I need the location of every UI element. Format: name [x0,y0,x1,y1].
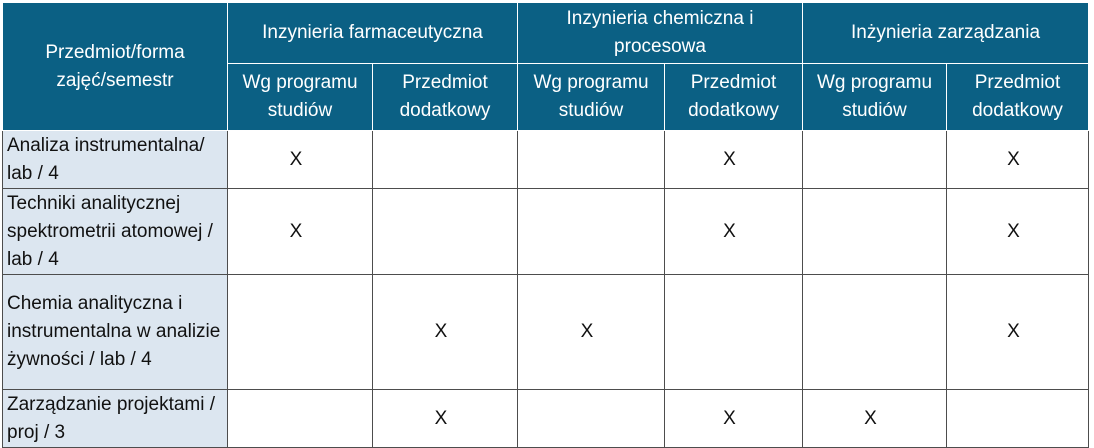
mark-cell [373,275,518,390]
header-program-pharmaceutical: Inzynieria farmaceutyczna [228,3,518,64]
mark-cell [228,189,373,275]
header-additional: Przedmiot dodatkowy [947,64,1089,131]
mark-x: X [580,321,594,342]
mark-cell [803,275,947,390]
mark-cell [947,131,1089,189]
mark-cell [373,189,518,275]
mark-cell [228,275,373,390]
header-row-programs [3,3,1089,64]
subject-cell: Analiza instrumentalna/ lab / 4 [3,131,228,189]
mark-x: X [434,407,448,429]
course-table [2,2,1089,448]
mark-cell [947,189,1089,275]
mark-cell [518,390,665,448]
mark-x: X [1007,220,1020,242]
table-row [3,390,1089,448]
table-row [3,189,1089,275]
mark-x: X [723,407,736,429]
header-additional: Przedmiot dodatkowy [665,64,803,131]
mark-x: X [289,148,303,170]
mark-cell [518,275,665,390]
mark-x: X [1007,321,1020,342]
header-subject-column: Przedmiot/forma zajęć/semestr [3,3,228,131]
mark-cell [947,390,1089,448]
subject-cell: Techniki analitycznej spektrometrii atomowej / lab / 4 [3,189,228,275]
subject-cell: Zarządzanie projektami / proj / 3 [3,390,228,448]
header-curriculum: Wg programu studiów [228,64,373,131]
mark-cell [373,131,518,189]
header-curriculum: Wg programu studiów [518,64,665,131]
mark-x: X [723,220,736,242]
header-curriculum: Wg programu studiów [803,64,947,131]
mark-cell [665,131,803,189]
mark-cell [228,131,373,189]
mark-cell [947,275,1089,390]
mark-cell [518,189,665,275]
mark-x: X [864,407,877,429]
subject-cell: Chemia analityczna i instrumentalna w analizie żywności / lab / 4 [3,275,228,390]
mark-cell [228,390,373,448]
mark-x: X [434,321,448,342]
mark-cell [665,189,803,275]
mark-x: X [723,148,736,170]
mark-x: X [1007,148,1020,170]
mark-cell [803,189,947,275]
header-program-management: Inżynieria zarządzania [803,3,1089,64]
header-additional: Przedmiot dodatkowy [373,64,518,131]
mark-cell [803,390,947,448]
mark-cell [518,131,665,189]
mark-cell [803,131,947,189]
mark-x: X [289,220,303,242]
mark-cell [665,390,803,448]
mark-cell [665,275,803,390]
table-row [3,131,1089,189]
mark-cell [373,390,518,448]
header-program-chemical: Inzynieria chemiczna i procesowa [518,3,803,64]
table-row [3,275,1089,390]
